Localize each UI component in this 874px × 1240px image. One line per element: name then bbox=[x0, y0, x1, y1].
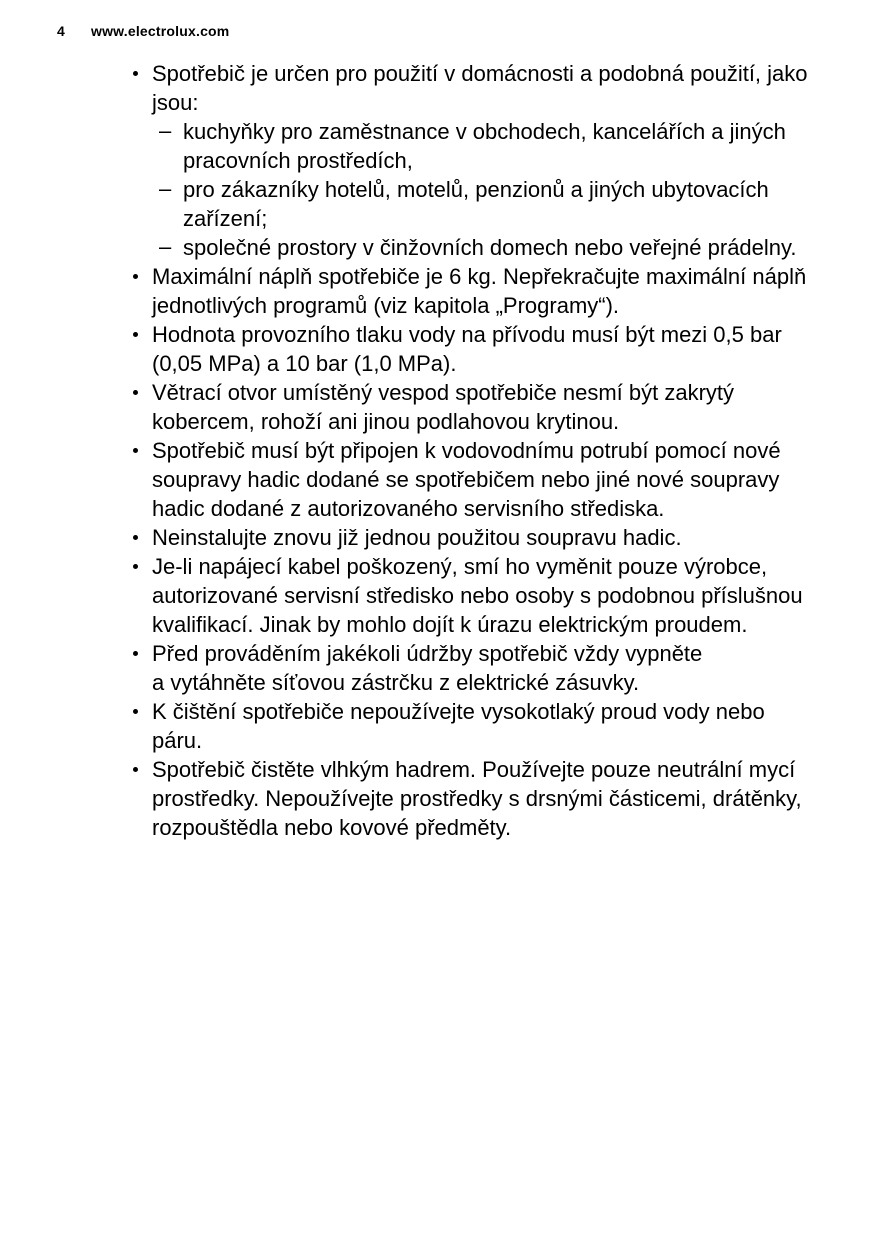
sub-bullet-text: společné prostory v činžovních domech nebo veřejné prádelny. bbox=[183, 235, 797, 260]
bullet-icon bbox=[133, 651, 138, 656]
dash-icon: – bbox=[159, 118, 172, 143]
list-item bbox=[130, 320, 818, 378]
dash-icon: – bbox=[159, 234, 172, 259]
bullet-text: Před prováděním jakékoli údržby spotřebič vždy vypněte a vytáhněte síťovou zástrčku z elektrické zásuvky. bbox=[152, 641, 703, 695]
list-item bbox=[130, 436, 818, 523]
bullet-text: Spotřebič čistěte vlhkým hadrem. Používejte pouze neutrální mycí prostředky. Nepoužívejte prostředky s drsnými částicemi, drátěnky, rozpouštědla nebo kovové předměty. bbox=[152, 757, 802, 840]
bullet-icon bbox=[133, 274, 138, 279]
bullet-icon bbox=[133, 71, 138, 76]
page-header bbox=[57, 23, 229, 39]
bullet-text: Spotřebič je určen pro použití v domácnosti a podobná použití, jako jsou: bbox=[152, 61, 808, 115]
bullet-icon bbox=[133, 564, 138, 569]
list-item bbox=[130, 523, 818, 552]
sub-bullet-text: kuchyňky pro zaměstnance v obchodech, kancelářích a jiných pracovních prostředích, bbox=[183, 119, 786, 173]
bullet-icon bbox=[133, 767, 138, 772]
bullet-text: Maximální náplň spotřebiče je 6 kg. Nepřekračujte maximální náplň jednotlivých programů (viz kapitola „Programy“). bbox=[152, 264, 807, 318]
bullet-text: Hodnota provozního tlaku vody na přívodu musí být mezi 0,5 bar (0,05 MPa) a 10 bar (1,0 MPa). bbox=[152, 322, 782, 376]
bullet-text: Spotřebič musí být připojen k vodovodnímu potrubí pomocí nové soupravy hadic dodané se spotřebičem nebo jiné nové soupravy hadic dodané z autorizovaného servisního střediska. bbox=[152, 438, 781, 521]
bullet-text: K čištění spotřebiče nepoužívejte vysokotlaký proud vody nebo páru. bbox=[152, 699, 765, 753]
list-item bbox=[130, 378, 818, 436]
sub-list-item bbox=[152, 117, 818, 175]
bullet-icon bbox=[133, 332, 138, 337]
bullet-icon bbox=[133, 448, 138, 453]
dash-icon: – bbox=[159, 176, 172, 201]
bullet-text: Je-li napájecí kabel poškozený, smí ho vyměnit pouze výrobce, autorizované servisní středisko nebo osoby s podobnou příslušnou kvalifikací. Jinak by mohlo dojít k úrazu elektrickým proudem. bbox=[152, 554, 803, 637]
list-item bbox=[130, 59, 818, 262]
sub-list-item bbox=[152, 175, 818, 233]
sub-bullet-list bbox=[152, 117, 818, 262]
bullet-list bbox=[130, 59, 818, 842]
site-url: www.electrolux.com bbox=[91, 23, 230, 39]
bullet-icon bbox=[133, 535, 138, 540]
bullet-icon bbox=[133, 709, 138, 714]
list-item bbox=[130, 552, 818, 639]
sub-bullet-text: pro zákazníky hotelů, motelů, penzionů a jiných ubytovacích zařízení; bbox=[183, 177, 769, 231]
bullet-icon bbox=[133, 390, 138, 395]
list-item bbox=[130, 697, 818, 755]
sub-list-item bbox=[152, 233, 818, 262]
list-item bbox=[130, 262, 818, 320]
page-number: 4 bbox=[57, 23, 65, 39]
list-item bbox=[130, 755, 818, 842]
bullet-text: Neinstalujte znovu již jednou použitou soupravu hadic. bbox=[152, 525, 682, 550]
list-item bbox=[130, 639, 818, 697]
bullet-text: Větrací otvor umístěný vespod spotřebiče nesmí být zakrytý kobercem, rohoží ani jinou podlahovou krytinou. bbox=[152, 380, 735, 434]
